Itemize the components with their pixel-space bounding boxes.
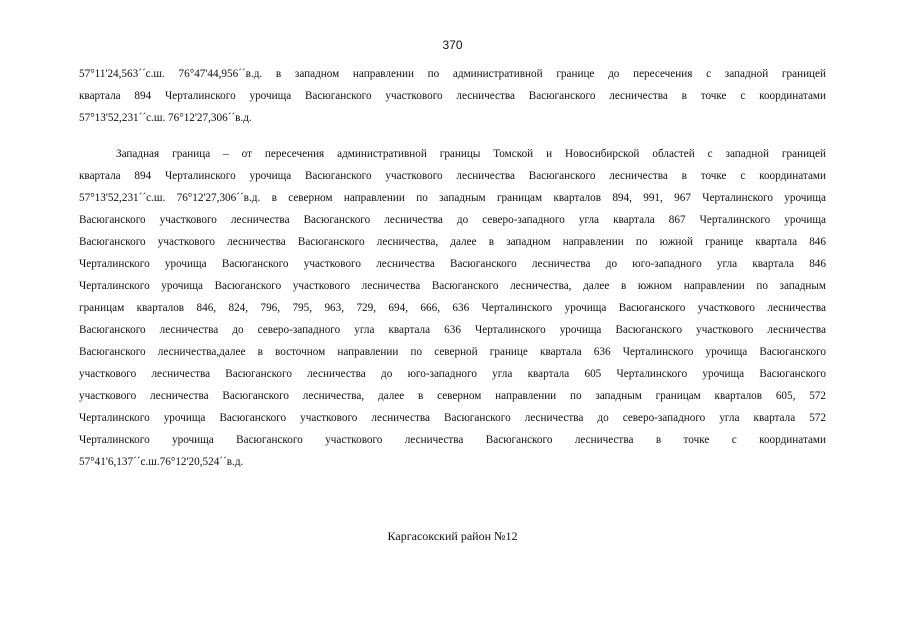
- paragraph-line: Васюганского лесничества до северо-западного угла квартала 636 Черталинского урочища Васюганского участкового лесничества: [79, 324, 826, 336]
- paragraph-line: участкового лесничества Васюганского лесничества, далее в северном направлении по западным границам кварталов 605, 572: [79, 390, 826, 402]
- paragraph-line: Черталинского урочища Васюганского участкового лесничества Васюганского лесничества в точке с координатами: [79, 434, 826, 446]
- paragraph-line: Черталинского урочища Васюганского участкового лесничества Васюганского лесничества, далее в южном направлении по западным: [79, 280, 826, 292]
- paragraph-line: Черталинского урочища Васюганского участкового лесничества Васюганского лесничества до северо-западного угла квартала 572: [79, 412, 826, 424]
- paragraph-line: Западная граница – от пересечения административной границы Томской и Новосибирской областей с западной границей: [116, 148, 826, 160]
- paragraph-line: Васюганского участкового лесничества Васюганского лесничества до северо-западного угла квартала 867 Черталинского урочища: [79, 214, 826, 226]
- paragraph-line: 57°11'24,563´´с.ш. 76°47'44,956´´в.д. в западном направлении по административной границе до пересечения с западной границей: [79, 68, 826, 80]
- paragraph-line: 57°13'52,231´´с.ш. 76°12'27,306´´в.д.: [79, 112, 252, 124]
- paragraph-line: квартала 894 Черталинского урочища Васюганского участкового лесничества Васюганского лесничества в точке с координатами: [79, 170, 826, 182]
- paragraph-line: Черталинского урочища Васюганского участкового лесничества Васюганского лесничества до юго-западного угла квартала 846: [79, 258, 826, 270]
- paragraph-line: Васюганского лесничества,далее в восточном направлении по северной границе квартала 636 Черталинского урочища Васюганского: [79, 346, 826, 358]
- paragraph-line: Васюганского участкового лесничества Васюганского лесничества, далее в западном направлении по южной границе квартала 846: [79, 236, 826, 248]
- paragraph-line: квартала 894 Черталинского урочища Васюганского участкового лесничества Васюганского лесничества в точке с координатами: [79, 90, 826, 102]
- paragraph-line: 57°41'6,137´´с.ш.76°12'20,524´´в.д.: [79, 456, 244, 468]
- page-number: 370: [442, 38, 463, 52]
- paragraph-line: 57°13'52,231´´с.ш. 76°12'27,306´´в.д. в северном направлении по западным границам кварталов 894, 991, 967 Черталинского урочища: [79, 192, 826, 204]
- paragraph-line: границам кварталов 846, 824, 796, 795, 963, 729, 694, 666, 636 Черталинского урочища Васюганского участкового лесничества: [79, 302, 826, 314]
- district-title: Каргасокский район №12: [387, 529, 518, 543]
- paragraph-line: участкового лесничества Васюганского лесничества до юго-западного угла квартала 605 Черталинского урочища Васюганского: [79, 368, 826, 380]
